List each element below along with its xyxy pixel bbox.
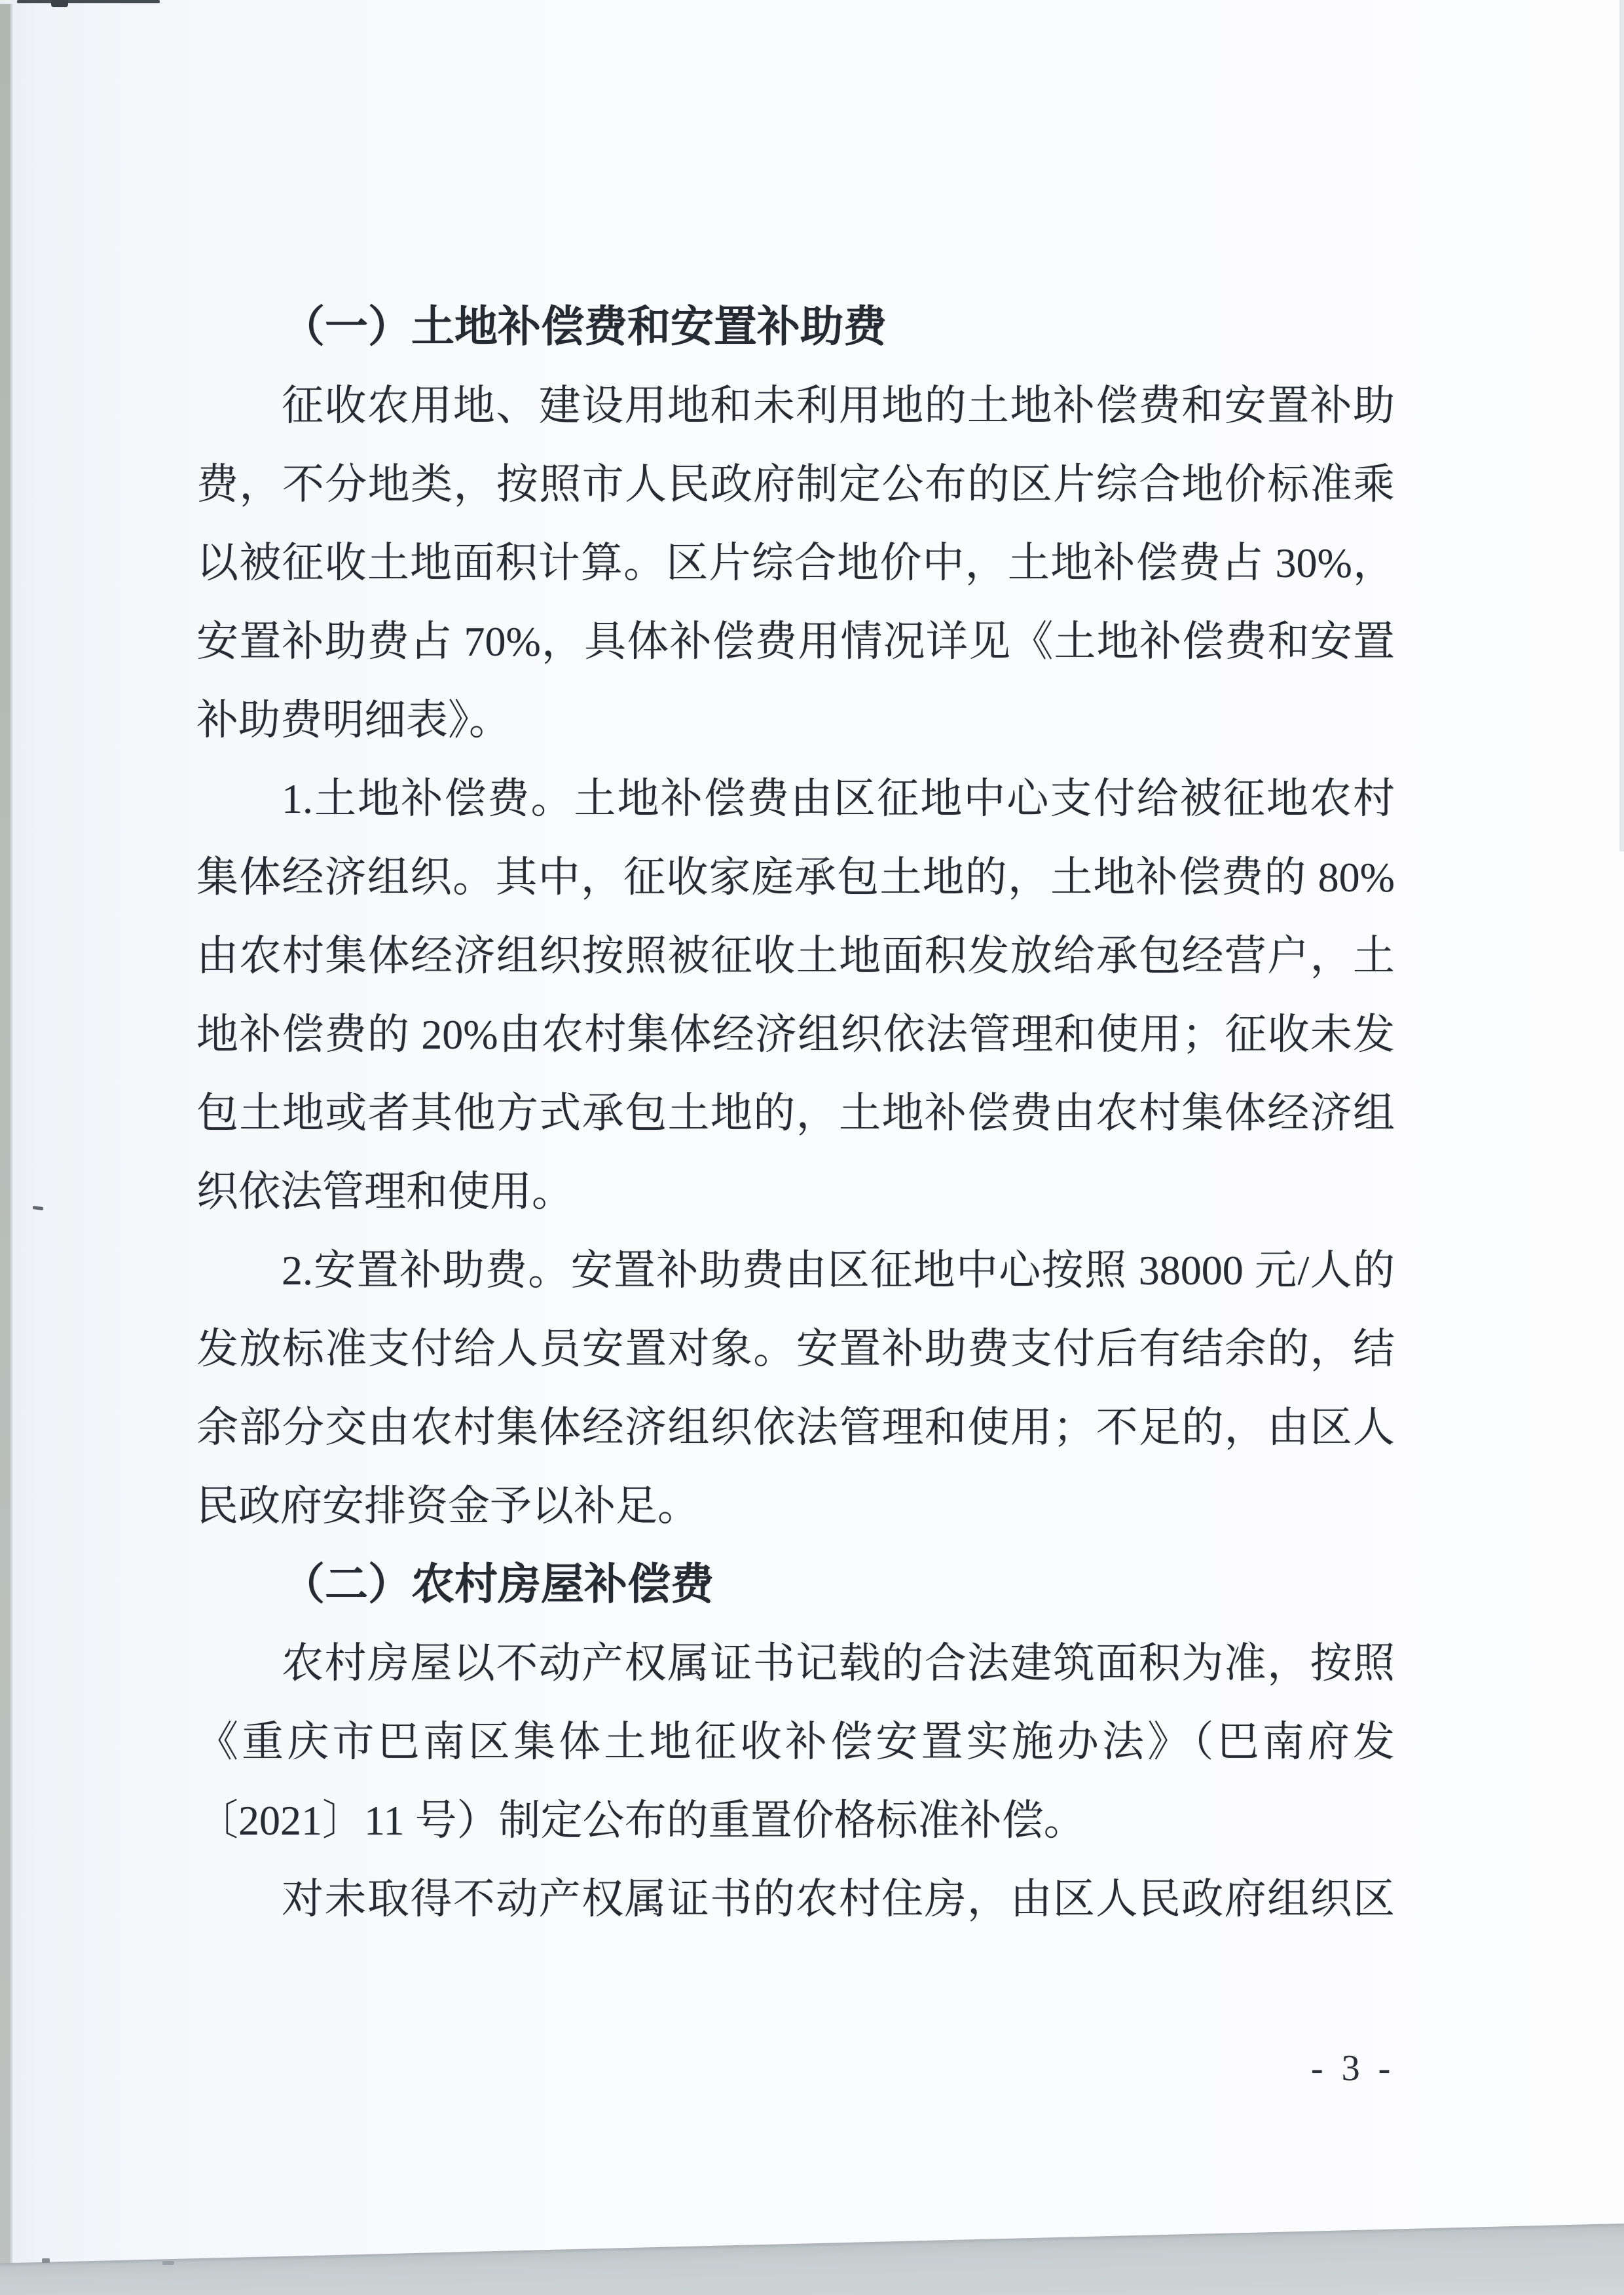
body-line: 发放标准支付给人员安置对象。安置补助费支付后有结余的，结 [196, 1326, 1395, 1372]
body-line: 以被征收土地面积计算。区片综合地价中，土地补偿费占 30%， [196, 540, 1395, 586]
body-line: 2.安置补助费。安置补助费由区征地中心按照 38000 元/人的 [282, 1247, 1395, 1294]
body-line: 余部分交由农村集体经济组织依法管理和使用；不足的，由区人 [196, 1404, 1395, 1451]
scan-speck [42, 2258, 50, 2263]
scan-left-edge-shadow [0, 4, 10, 2295]
scan-top-edge-mark [17, 0, 160, 3]
body-line: 对未取得不动产权属证书的农村住房，由区人民政府组织区 [282, 1876, 1395, 1922]
body-line: 民政府安排资金予以补足。 [196, 1483, 699, 1529]
body-line: 费，不分地类，按照市人民政府制定公布的区片综合地价标准乘 [196, 461, 1395, 508]
body-line: 集体经济组织。其中，征收家庭承包土地的，土地补偿费的 80% [196, 854, 1395, 901]
body-line: 包土地或者其他方式承包土地的，土地补偿费由农村集体经济组 [196, 1090, 1395, 1136]
scan-right-edge-crease [1619, 0, 1624, 851]
document-body [196, 288, 1395, 1939]
body-line: 安置补助费占 70%，具体补偿费用情况详见《土地补偿费和安置 [196, 618, 1395, 665]
body-line: 《重庆市巴南区集体土地征收补偿安置实施办法》（巴南府发 [196, 1719, 1395, 1765]
section-heading: （二）农村房屋补偿费 [282, 1561, 714, 1609]
body-line: 地补偿费的 20%由农村集体经济组织依法管理和使用；征收未发 [196, 1011, 1395, 1058]
body-line: 由农村集体经济组织按照被征收土地面积发放给承包经营户，土 [196, 933, 1395, 979]
scan-bottom-edge-shadow [0, 2222, 1624, 2295]
body-line: 1.土地补偿费。土地补偿费由区征地中心支付给被征地农村 [282, 775, 1395, 822]
page-number: - 3 - [1311, 2048, 1395, 2089]
body-line: 织依法管理和使用。 [196, 1168, 574, 1215]
body-line: 征收农用地、建设用地和未利用地的土地补偿费和安置补助 [282, 382, 1395, 429]
body-line: 〔2021〕11 号）制定公布的重置价格标准补偿。 [196, 1797, 1086, 1844]
scan-paper-edge-line [10, 4, 12, 2291]
body-line: 农村房屋以不动产权属证书记载的合法建筑面积为准，按照 [282, 1640, 1395, 1687]
scan-top-edge-blob [51, 0, 68, 7]
body-line: 补助费明细表》。 [196, 697, 511, 743]
section-heading: （一）土地补偿费和安置补助费 [282, 303, 887, 351]
scan-speck [33, 1206, 43, 1210]
scan-speck [162, 2261, 174, 2265]
